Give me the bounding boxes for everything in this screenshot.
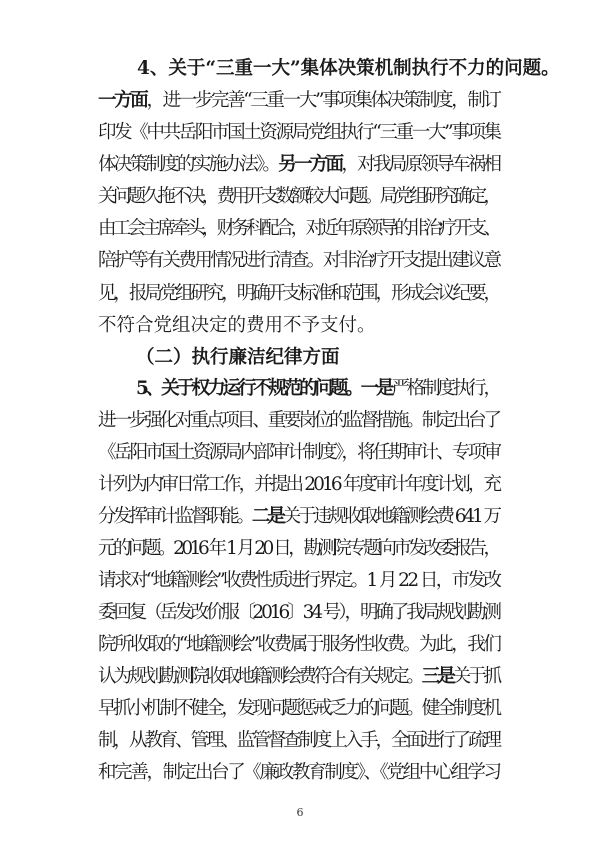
bold-text: 5、关于权力运行不规范的问题。 [136, 378, 361, 399]
body-text: 计列为内审日常工作，并提出 2016 年度审计年度计划，充 [98, 474, 500, 495]
body-text: ，对我局原领导车祸相 [341, 154, 500, 175]
body-text: 印发《中共岳阳市国土资源局党组执行“三重一大”事项集 [98, 122, 500, 143]
body-text: 由工会主席牵头，财务科配合，对近年原领导的非治疗开支、 [98, 218, 499, 239]
body-text: 体决策制度的实施办法》。 [98, 154, 279, 175]
body-text: 关于违规收取地籍测绘费 641 万 [282, 506, 499, 527]
body-text: 认为规划勘测院收取地籍测绘费符合有关规定。 [98, 666, 422, 687]
body-text: 陪护等有关费用情况进行清查。对非治疗开支提出建议意 [98, 250, 500, 271]
body-text: 制，从教育、管理、监管督查制度上入手，全面进行了疏理 [98, 730, 499, 751]
body-text: 早抓小机制不健全，发现问题惩戒乏力的问题。健全制度机 [98, 698, 499, 719]
page-number: 6 [296, 806, 304, 819]
body-text: 元的问题。2016 年 1 月 20 日，勘测院专题向市发改委报告， [98, 538, 499, 559]
bold-text: 一方面 [98, 90, 147, 111]
body-text: 不符合党组决定的费用不予支付。 [98, 315, 376, 336]
body-text: 院所收取的“地籍测绘”收费属于服务性收费。为此，我们 [98, 634, 500, 655]
bold-text: 4、关于“三重一大”集体决策机制执行不力的问题。 [137, 58, 560, 79]
body-text: ，进一步完善“三重一大”事项集体决策制度，制订 [146, 90, 500, 111]
body-text: 和完善，制定出台了《廉政教育制度》、《党组中心组学习 [98, 762, 500, 783]
body-text: 《岳阳市国土资源局内部审计制度》，将任期审计、专项审 [98, 442, 500, 463]
body-text: 请求对“地籍测绘”收费性质进行界定。1 月 22 日，市发改 [98, 570, 500, 591]
bold-text: 另一方面 [278, 154, 342, 175]
body-text: 进一步强化对重点项目、重要岗位的监督措施。制定出台了 [98, 410, 499, 431]
bold-text: 三是 [421, 666, 453, 687]
body-text: 委回复（岳发改价服〔2016〕34 号），明确了我局规划勘测 [98, 602, 499, 623]
bold-text: （二）执行廉洁纪律方面 [136, 347, 340, 368]
body-text: 关于抓 [452, 666, 499, 687]
body-text: 关问题久拖不决，费用开支数额较大问题。局党组研究确定， [98, 186, 499, 207]
bold-text: 二是 [251, 506, 283, 527]
body-text: 分发挥审计监督职能。 [98, 506, 252, 527]
body-text: 严格制度执行， [391, 378, 499, 399]
body-text: 见，报局党组研究，明确开支标准和范围，形成会议纪要， [98, 283, 499, 304]
bold-text: 一是 [360, 378, 392, 399]
